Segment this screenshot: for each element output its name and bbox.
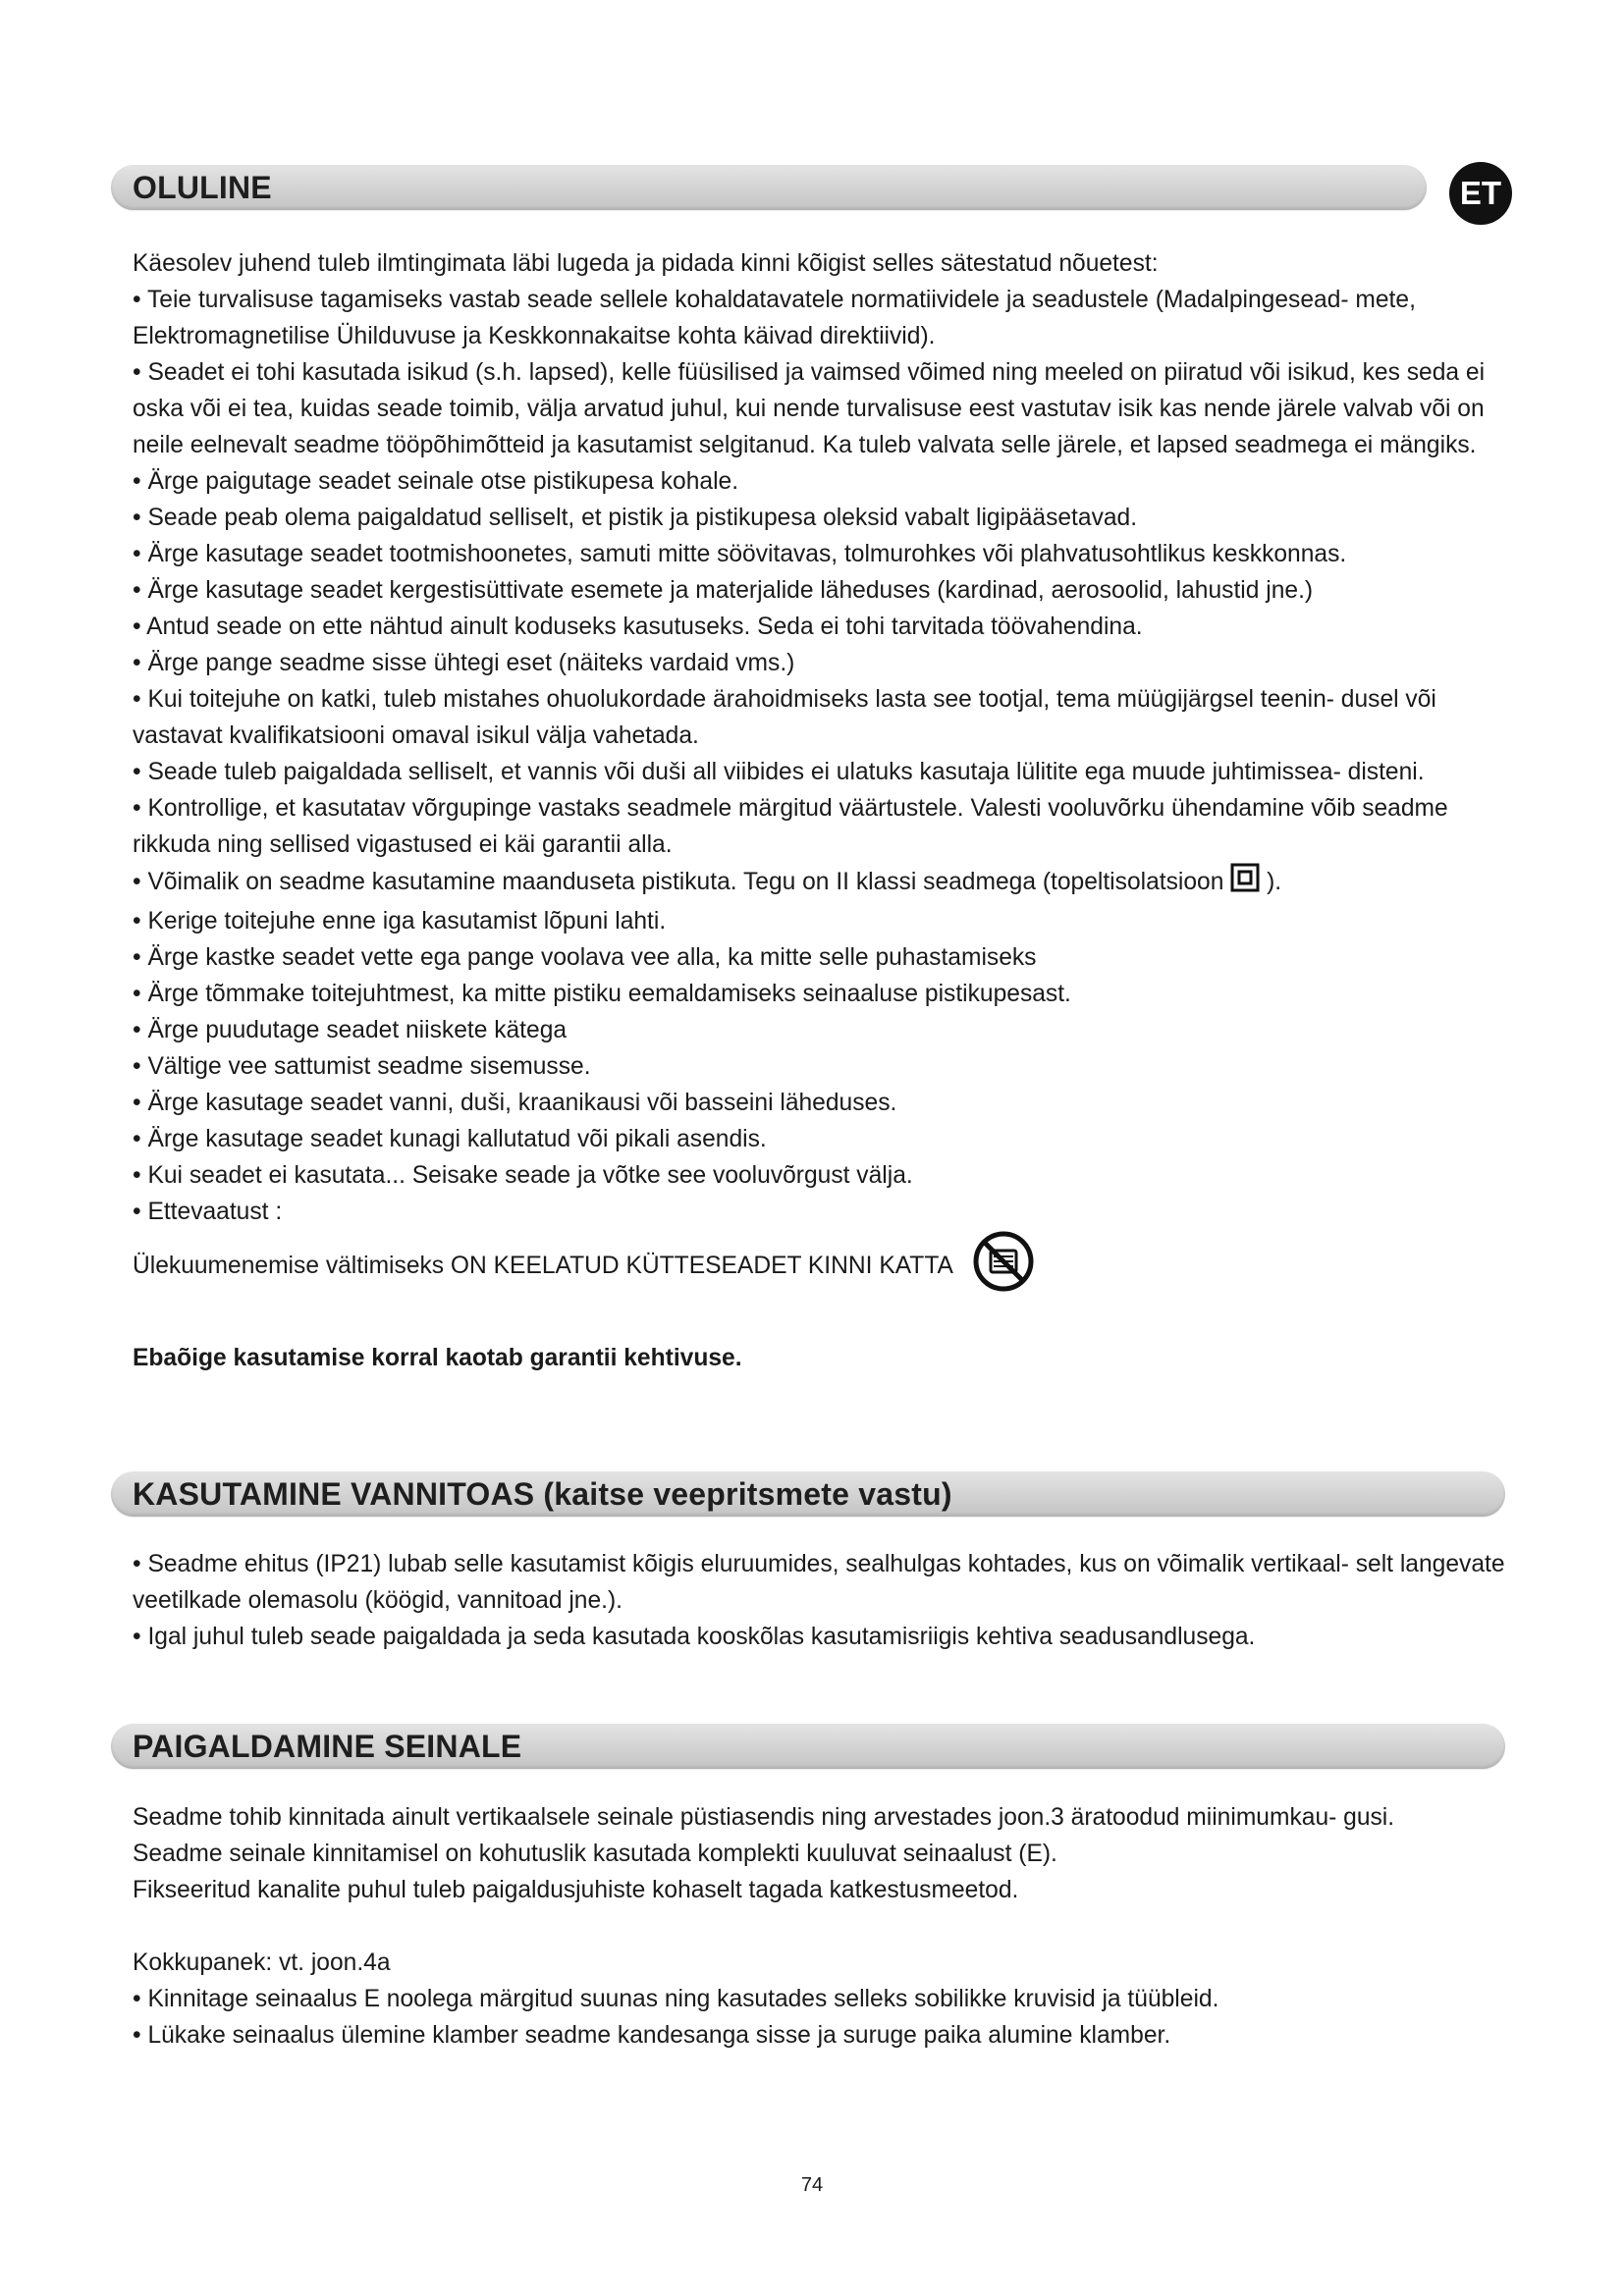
bullet-item: • Igal juhul tuleb seade paigaldada ja seda kasutada kooskõlas kasutamisriigis kehtiva seadusandlusega. (133, 1624, 1256, 1650)
section-header-wall (111, 1724, 1505, 1769)
warning-text: Ülekuumenemise vältimiseks ON KEELATUD KÜTTESEADET KINNI KATTA (133, 1253, 952, 1279)
warning-line (133, 1230, 1507, 1304)
bullet-item: • Ärge kasutage seadet kergestisüttivate esemete ja materjalide läheduses (kardinad, aerosoolid, lahustid jne.) (133, 577, 1314, 604)
bullet-item: • Vältige vee sattumist seadme sisemusse. (133, 1053, 591, 1080)
bullet-item: • Seade tuleb paigaldada selliselt, et vannis või duši all viibides ei ulatuks kasutaja lülitite ega muude juhtimissea- disteni. (133, 759, 1425, 785)
oluline-body (133, 245, 1507, 1376)
paragraph: Seadme seinale kinnitamisel on kohutuslik kasutada komplekti kuuluvat seinaalust (E). (133, 1841, 1057, 1867)
bullet-item: • Seadme ehitus (IP21) lubab selle kasutamist kõigis eluruumides, sealhulgas kohtades, kus on võimalik vertikaal- selt langevate veetilkade olemasolu (köögid, vannitoad jne.). (133, 1551, 1505, 1614)
bullet-item: • Kerige toitejuhe enne iga kasutamist lõpuni lahti. (133, 908, 667, 934)
bullet-item: • Kui toitejuhe on katki, tuleb mistahes ohuolukordade ärahoidmiseks lasta see tootjal, tema müügijärgsel teenin- dusel või vastavat kvalifikatsiooni omaval isikul välja vahetada. (133, 686, 1436, 749)
paragraph: Seadme tohib kinnitada ainult vertikaalsele seinale püstiasendis ning arvestades joon.3 äratoodud miinimumkau- gusi. (133, 1804, 1395, 1831)
class2-bullet (133, 863, 1507, 903)
section-title: OLULINE (133, 170, 272, 205)
assembly-step: • Kinnitage seinaalus E noolega märgitud suunas ning kasutades selleks sobilikke kruvisid ja tüübleid. (133, 1986, 1219, 2012)
bullet-item: • Ärge puudutage seadet niiskete kätega (133, 1017, 568, 1043)
section-title: KASUTAMINE VANNITOAS (kaitse veepritsmete vastu) (133, 1476, 952, 1512)
bullet-item: • Ärge kasutage seadet kunagi kallutatud või pikali asendis. (133, 1126, 767, 1152)
bullet-item: • Kontrollige, et kasutatav võrgupinge vastaks seadmele märgitud väärtustele. Valesti vooluvõrku ühendamine võib seadme rikkuda ning sellised vigastused ei käi garantii alla. (133, 795, 1448, 858)
bathroom-body (133, 1546, 1507, 1655)
do-not-cover-icon (972, 1230, 1035, 1304)
bullet-item: • Ettevaatust : (133, 1199, 283, 1225)
class2-text: • Võimalik on seadme kasutamine maanduseta pistikuta. Tegu on II klassi seadmega (topeltisolatsioon (133, 869, 1224, 895)
guarantee-note: Ebaõige kasutamise korral kaotab garantii kehtivuse. (133, 1345, 742, 1371)
bullet-item: • Ärge kasutage seadet tootmishoonetes, samuti mitte söövitavas, tolmurohkes või plahvatusohtlikus keskkonnas. (133, 541, 1347, 567)
double-insulation-icon (1230, 863, 1260, 903)
page-number: 74 (800, 2174, 824, 2196)
wall-body (133, 1799, 1507, 2054)
bullet-item: • Ärge paigutage seadet seinale otse pistikupesa kohale. (133, 468, 739, 495)
paragraph: Fikseeritud kanalite puhul tuleb paigaldusjuhiste kohaselt tagada katkestusmeetod. (133, 1877, 1019, 1903)
bullet-item: • Teie turvalisuse tagamiseks vastab seade sellele kohaldatavatele normatiividele ja seadustele (Madalpingesead- mete, Elektromagnetilise Ühilduvuse ja Keskkonnakaitse kohta käivad direktiivid). (133, 287, 1416, 349)
intro-text: Käesolev juhend tuleb ilmtingimata läbi lugeda ja pidada kinni kõigist selles sätestatud nõuetest: (133, 250, 1159, 277)
bullet-item: • Ärge pange seadme sisse ühtegi eset (näiteks vardaid vms.) (133, 650, 795, 676)
section-header-oluline (111, 165, 1427, 210)
bullet-item: • Ärge kastke seadet vette ega pange voolava vee alla, ka mitte selle puhastamiseks (133, 944, 1037, 971)
class2-end: ). (1260, 869, 1282, 895)
assembly-label: Kokkupanek: vt. joon.4a (133, 1949, 391, 1976)
bullet-item: • Ärge kasutage seadet vanni, duši, kraanikausi või basseini läheduses. (133, 1090, 897, 1116)
language-badge: ET (1449, 162, 1512, 225)
section-header-bathroom (111, 1471, 1505, 1517)
bullet-item: • Seade peab olema paigaldatud selliselt, et pistik ja pistikupesa oleksid vabalt ligipääsetavad. (133, 505, 1138, 531)
assembly-step: • Lükake seinaalus ülemine klamber seadme kandesanga sisse ja suruge paika alumine klamber. (133, 2022, 1171, 2049)
bullet-item: • Antud seade on ette nähtud ainult koduseks kasutuseks. Seda ei tohi tarvitada töövahendina. (133, 614, 1143, 640)
bullet-item: • Ärge tõmmake toitejuhtmest, ka mitte pistiku eemaldamiseks seinaaluse pistikupesast. (133, 981, 1071, 1007)
bullet-item: • Kui seadet ei kasutata... Seisake seade ja võtke see vooluvõrgust välja. (133, 1162, 913, 1189)
bullet-item: • Seadet ei tohi kasutada isikud (s.h. lapsed), kelle füüsilised ja vaimsed võimed ning meeled on piiratud või isikud, kes seda ei oska või ei tea, kuidas seade toimib, välja arvatud juhul, kui nende turvalisuse eest vastutav isik kas nende järele valvab või on neile eelnevalt seadme tööpõhimõtteid ja kasutamist selgitanud. Ka tuleb valvata selle järele, et lapsed seadmega ei mängiks. (133, 359, 1486, 458)
section-title: PAIGALDAMINE SEINALE (133, 1729, 522, 1764)
